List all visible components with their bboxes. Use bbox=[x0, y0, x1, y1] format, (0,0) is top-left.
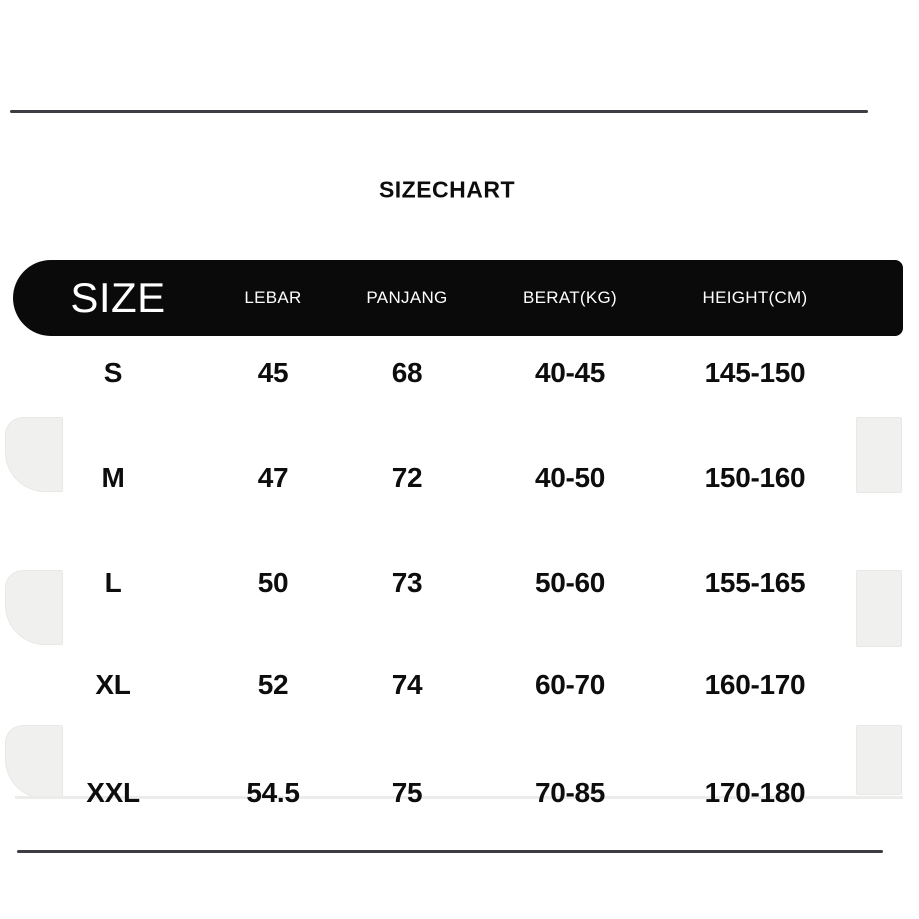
column-header-size: SIZE bbox=[70, 274, 166, 321]
top-divider-line bbox=[10, 110, 868, 113]
column-header-berat: BERAT(KG) bbox=[522, 288, 617, 307]
cell-berat: 60-70 bbox=[534, 669, 606, 700]
cell-height: 160-170 bbox=[704, 669, 806, 700]
page-title: SIZECHART bbox=[378, 176, 516, 203]
cell-berat: 70-85 bbox=[534, 777, 606, 808]
cell-panjang: 75 bbox=[391, 777, 423, 808]
cell-height: 155-165 bbox=[704, 567, 806, 598]
column-header-panjang: PANJANG bbox=[366, 288, 448, 307]
column-header-lebar: LEBAR bbox=[244, 288, 302, 307]
cell-size: XL bbox=[95, 669, 131, 700]
cell-panjang: 72 bbox=[391, 462, 423, 493]
cell-size: XXL bbox=[86, 777, 140, 808]
table-row bbox=[0, 458, 919, 498]
cell-lebar: 54.5 bbox=[246, 777, 300, 808]
cell-lebar: 45 bbox=[257, 357, 289, 388]
column-header-height: HEIGHT(CM) bbox=[702, 288, 808, 307]
cell-lebar: 50 bbox=[257, 567, 289, 598]
cell-size: L bbox=[104, 567, 122, 598]
table-row bbox=[0, 773, 919, 813]
bottom-divider-line bbox=[17, 850, 883, 853]
cell-panjang: 74 bbox=[391, 669, 423, 700]
table-row bbox=[0, 665, 919, 705]
table-header-bar bbox=[13, 260, 903, 336]
cell-lebar: 52 bbox=[257, 669, 289, 700]
cell-berat: 50-60 bbox=[534, 567, 606, 598]
cell-panjang: 73 bbox=[391, 567, 423, 598]
table-row bbox=[0, 353, 919, 393]
cell-size: S bbox=[103, 357, 123, 388]
cell-height: 170-180 bbox=[704, 777, 806, 808]
cell-size: M bbox=[101, 462, 125, 493]
cell-height: 145-150 bbox=[704, 357, 806, 388]
cell-height: 150-160 bbox=[704, 462, 806, 493]
table-row bbox=[0, 563, 919, 603]
cell-berat: 40-50 bbox=[534, 462, 606, 493]
cell-lebar: 47 bbox=[257, 462, 289, 493]
cell-berat: 40-45 bbox=[534, 357, 606, 388]
cell-panjang: 68 bbox=[391, 357, 423, 388]
